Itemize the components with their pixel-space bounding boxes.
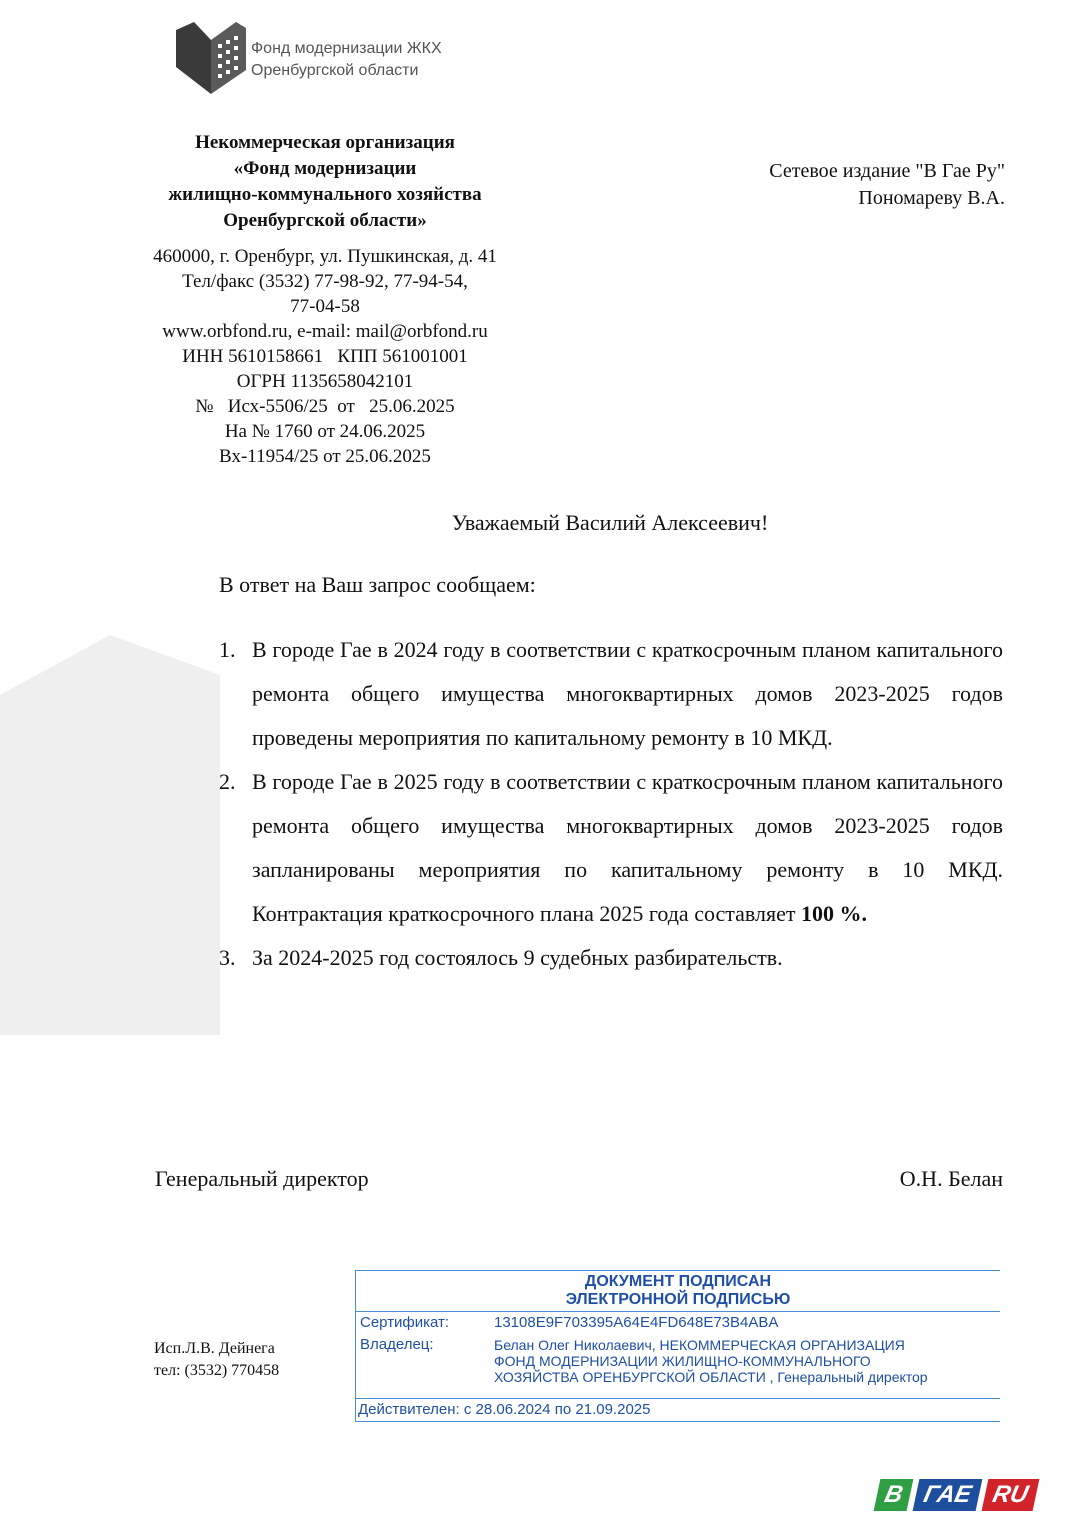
owner-line: ФОНД МОДЕРНИЗАЦИИ ЖИЛИЩНО-КОММУНАЛЬНОГО [494, 1353, 871, 1369]
logo-line1: Фонд модернизации ЖКХ [251, 40, 442, 57]
signer-name: О.Н. Белан [899, 1166, 1003, 1191]
owner-line: Белан Олег Николаевич, НЕКОММЕРЧЕСКАЯ ОРГАНИЗАЦИЯ [494, 1337, 905, 1353]
stamp-title [356, 1273, 1000, 1309]
website-email-line: www.orbfond.ru, e-mail: mail@orbfond.ru [162, 321, 488, 342]
executor-phone: тел: (3532) 770458 [154, 1362, 280, 1379]
list-item-number: 1. [219, 637, 236, 662]
list-item [219, 936, 1003, 980]
owner-label: Владелец: [360, 1336, 434, 1353]
brand-b: В [874, 1479, 914, 1511]
org-name-line: жилищно-коммунального хозяйства [168, 184, 482, 205]
list-item-text: В городе Гае в 2025 году в соответствии с краткосрочным планом капитального ремонта общего имущества многоквартирных домов 2023-2025 годов запланированы мероприятия по капитальному ремонту в 10 МКД. Контрактация краткосрочного плана 2025 года составляет [252, 769, 1003, 926]
brand-ru: RU [982, 1479, 1039, 1511]
fund-logo-icon [176, 22, 246, 94]
org-name-line: «Фонд модернизации [233, 158, 417, 179]
greeting: Уважаемый Василий Алексеевич! [451, 510, 769, 535]
list-item-number: 2. [219, 769, 236, 794]
numbered-list [219, 628, 1003, 980]
stamp-divider [356, 1311, 1000, 1312]
list-item-number: 3. [219, 945, 236, 970]
stamp-title-line: ДОКУМЕНТ ПОДПИСАН [584, 1273, 772, 1290]
outgoing-number-line: № Исх-5506/25 от 25.06.2025 [195, 396, 455, 417]
addressee-block [769, 158, 1005, 212]
signer-position: Генеральный директор [155, 1166, 369, 1191]
phone-line: Тел/факс (3532) 77-98-92, 77-94-54, [182, 271, 468, 292]
list-item-text: В городе Гае в 2024 году в соответствии с краткосрочным планом капитального ремонта общего имущества многоквартирных домов 2023-2025 годов проведены мероприятия по капитальному ремонту в 10 МКД. [252, 637, 1003, 750]
certificate-label: Сертификат: [360, 1314, 450, 1331]
list-item [219, 628, 1003, 760]
organization-block [110, 130, 540, 469]
list-item-text: За 2024-2025 год состоялось 9 судебных разбирательств. [252, 945, 783, 970]
organization-name [110, 130, 540, 234]
incoming-number-line: Вх-11954/25 от 25.06.2025 [219, 446, 431, 467]
executor-name: Исп.Л.В. Дейнега [154, 1340, 275, 1357]
intro-text: В ответ на Ваш запрос сообщаем: [219, 572, 536, 597]
v-gae-ru-logo [877, 1479, 1036, 1511]
organization-requisites [110, 244, 540, 469]
certificate-value: 13108E9F703395A64E4FD648E73B4ABA [494, 1314, 779, 1331]
owner-value [494, 1337, 928, 1385]
stamp-divider [356, 1398, 1000, 1399]
phone-line: 77-04-58 [290, 296, 360, 317]
addressee-publication: Сетевое издание "В Гае Ру" [769, 160, 1005, 182]
org-name-line: Некоммерческая организация [195, 132, 455, 153]
validity-row: Действителен: с 28.06.2024 по 21.09.2025 [358, 1401, 651, 1418]
contract-percent: 100 %. [801, 901, 867, 926]
brand-gae: ГАЕ [913, 1479, 983, 1511]
owner-line: ХОЗЯЙСТВА ОРЕНБУРГСКОЙ ОБЛАСТИ , Генеральный директор [494, 1369, 928, 1385]
stamp-title-line: ЭЛЕКТРОННОЙ ПОДПИСЬЮ [565, 1291, 791, 1308]
inn-kpp-line: ИНН 5610158661 КПП 561001001 [182, 346, 468, 367]
ogrn-line: ОГРН 1135658042101 [236, 371, 414, 392]
address-line: 460000, г. Оренбург, ул. Пушкинская, д. 41 [153, 246, 497, 267]
addressee-person: Пономареву В.А. [858, 187, 1005, 209]
building-watermark-icon [0, 635, 220, 1035]
reply-to-line: На № 1760 от 24.06.2025 [224, 421, 426, 442]
list-item [219, 760, 1003, 936]
logo-text [251, 38, 442, 82]
logo-line2: Оренбургской области [251, 62, 419, 79]
e-signature-stamp [355, 1270, 1000, 1422]
org-name-line: Оренбургской области» [223, 210, 427, 231]
executor-info [154, 1338, 279, 1382]
